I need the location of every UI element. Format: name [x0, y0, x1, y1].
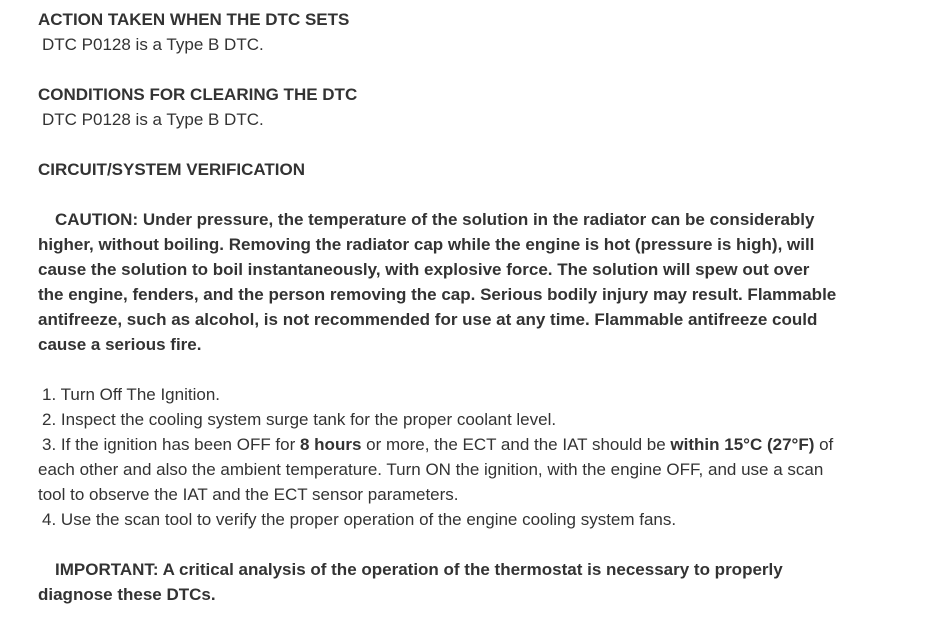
- important-note: IMPORTANT: A critical analysis of the operation of the thermostat is necessary to properly diagnose these DTCs.: [38, 560, 783, 604]
- section-heading-verification: CIRCUIT/SYSTEM VERIFICATION: [38, 160, 305, 179]
- step-1: [38, 382, 838, 407]
- section-heading-action: ACTION TAKEN WHEN THE DTC SETS: [38, 10, 350, 29]
- document-body: [38, 7, 838, 607]
- step-number: 4.: [42, 510, 57, 529]
- step-2: [38, 407, 838, 432]
- step-text: Turn Off The Ignition.: [60, 385, 220, 404]
- step-number: 1.: [42, 385, 57, 404]
- step-text: Use the scan tool to verify the proper operation of the engine cooling system fans.: [60, 510, 677, 529]
- step-text: or more, the ECT and the IAT should be: [361, 435, 671, 454]
- step-emphasis: within 15°C (27°F): [670, 435, 815, 454]
- step-text: Inspect the cooling system surge tank for the proper coolant level.: [60, 410, 557, 429]
- section-text-action: DTC P0128 is a Type B DTC.: [42, 35, 264, 54]
- step-emphasis: 8 hours: [300, 435, 362, 454]
- step-4: [38, 507, 838, 532]
- step-number: 3.: [42, 435, 57, 454]
- section-text-clearing: DTC P0128 is a Type B DTC.: [42, 110, 264, 129]
- section-heading-clearing: CONDITIONS FOR CLEARING THE DTC: [38, 85, 358, 104]
- step-3: [38, 432, 838, 507]
- caution-note: CAUTION: Under pressure, the temperature of the solution in the radiator can be considerably higher, without boiling. Removing the radiator cap while the engine is hot (pressure is high), will cause the solution to boil instantaneously, with explosive force. The solution will spew out over the engine, fenders, and the person removing the cap. Serious bodily injury may result. Flammable antifreeze, such as alcohol, is not recommended for use at any time. Flammable antifreeze could cause a serious fire.: [38, 210, 837, 354]
- step-text: of each other and also the ambient temperature. Turn ON the ignition, with the engine OFF, and use a scan tool to observe the IAT and the ECT sensor parameters.: [38, 435, 834, 504]
- step-number: 2.: [42, 410, 57, 429]
- step-text: If the ignition has been OFF for: [60, 435, 300, 454]
